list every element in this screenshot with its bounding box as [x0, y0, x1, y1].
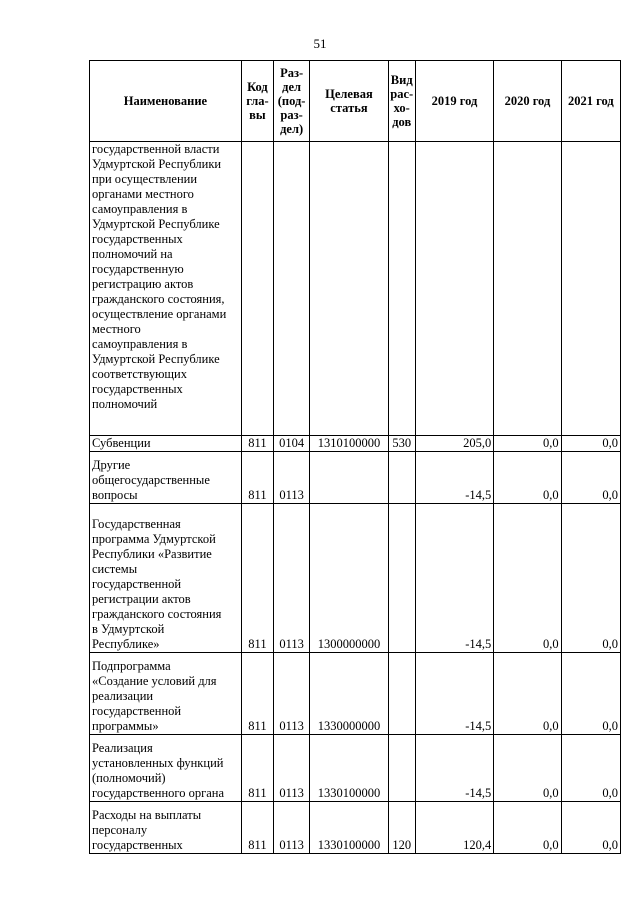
name-line: полномочий	[92, 397, 158, 411]
name-line: самоуправления в	[92, 202, 188, 216]
header-line: Вид	[390, 73, 413, 87]
name-line: государственной	[92, 577, 182, 591]
cell-code: 811	[241, 653, 273, 735]
cell-section	[274, 142, 310, 436]
name-line: при осуществлении	[92, 172, 198, 186]
cell-2021: 0,0	[561, 452, 620, 504]
name-line: осуществление органами	[92, 307, 227, 321]
cell-name	[90, 452, 242, 504]
cell-2020	[494, 142, 561, 436]
header-line: дов	[392, 115, 412, 129]
name-line: Другие	[92, 458, 131, 472]
header-target	[310, 61, 388, 142]
name-line: государственного органа	[92, 786, 225, 800]
header-line: рас-	[390, 87, 414, 101]
cell-section: 0113	[274, 802, 310, 854]
cell-code: 811	[241, 452, 273, 504]
cell-kind	[388, 735, 415, 802]
header-line: раз-	[280, 108, 303, 122]
cell-kind	[388, 142, 415, 436]
cell-name	[90, 436, 242, 452]
table-row	[90, 504, 621, 653]
table-row	[90, 735, 621, 802]
name-line: соответствующих	[92, 367, 187, 381]
cell-kind	[388, 452, 415, 504]
name-line: Расходы на выплаты	[92, 808, 202, 822]
header-line: Целевая	[325, 87, 373, 101]
name-line: государственной	[92, 704, 182, 718]
cell-section: 0113	[274, 653, 310, 735]
name-line: государственных	[92, 838, 183, 852]
name-line: Удмуртской Республике	[92, 217, 220, 231]
cell-code: 811	[241, 436, 273, 452]
cell-2019	[415, 142, 493, 436]
cell-kind	[388, 653, 415, 735]
cell-2019: -14,5	[415, 452, 493, 504]
cell-code	[241, 142, 273, 436]
name-line: в Удмуртской	[92, 622, 165, 636]
name-line: гражданского состояния	[92, 607, 222, 621]
cell-name	[90, 142, 242, 436]
name-line: Республике»	[92, 637, 160, 651]
cell-target: 1310100000	[310, 436, 388, 452]
cell-2021: 0,0	[561, 653, 620, 735]
header-name: Наименование	[90, 61, 242, 142]
header-line: (под-	[277, 94, 306, 108]
name-line: общегосударственные	[92, 473, 210, 487]
cell-2020: 0,0	[494, 452, 561, 504]
header-year-2019: 2019 год	[415, 61, 493, 142]
table-row	[90, 802, 621, 854]
cell-2021: 0,0	[561, 504, 620, 653]
name-line: программа Удмуртской	[92, 532, 216, 546]
cell-target	[310, 142, 388, 436]
cell-kind	[388, 504, 415, 653]
name-line: Подпрограмма	[92, 659, 171, 673]
cell-2021: 0,0	[561, 735, 620, 802]
cell-2021: 0,0	[561, 436, 620, 452]
header-line: дел)	[280, 122, 304, 136]
cell-2020: 0,0	[494, 504, 561, 653]
header-section	[274, 61, 310, 142]
table-row	[90, 142, 621, 436]
name-line: государственных	[92, 382, 183, 396]
cell-2019: -14,5	[415, 653, 493, 735]
name-line: вопросы	[92, 488, 138, 502]
header-line: вы	[249, 108, 266, 122]
cell-target: 1330000000	[310, 653, 388, 735]
name-line: программы»	[92, 719, 159, 733]
cell-2019: -14,5	[415, 504, 493, 653]
cell-2019: 205,0	[415, 436, 493, 452]
name-line: Государственная	[92, 517, 181, 531]
cell-2021: 0,0	[561, 802, 620, 854]
name-line: реализации	[92, 689, 154, 703]
name-line: системы	[92, 562, 138, 576]
name-line: установленных функций	[92, 756, 224, 770]
cell-target: 1300000000	[310, 504, 388, 653]
cell-2019: -14,5	[415, 735, 493, 802]
cell-name	[90, 802, 242, 854]
budget-table	[89, 60, 621, 854]
cell-code: 811	[241, 504, 273, 653]
header-kind	[388, 61, 415, 142]
cell-name	[90, 653, 242, 735]
cell-2020: 0,0	[494, 653, 561, 735]
name-line: самоуправления в	[92, 337, 188, 351]
cell-2021	[561, 142, 620, 436]
cell-name	[90, 735, 242, 802]
header-line: Раз-	[280, 66, 304, 80]
name-line: государственную	[92, 262, 184, 276]
name-line: государственных	[92, 232, 183, 246]
cell-section: 0113	[274, 504, 310, 653]
header-year-2020: 2020 год	[494, 61, 561, 142]
cell-section: 0104	[274, 436, 310, 452]
table-row	[90, 436, 621, 452]
name-line: Удмуртской Республики	[92, 157, 222, 171]
header-line: хо-	[393, 101, 410, 115]
name-line: Реализация	[92, 741, 153, 755]
name-line: Субвенции	[92, 436, 151, 450]
name-line: местного	[92, 322, 141, 336]
cell-name	[90, 504, 242, 653]
name-line: полномочий на	[92, 247, 173, 261]
name-line: Республики «Развитие	[92, 547, 212, 561]
table-row	[90, 452, 621, 504]
cell-target: 1330100000	[310, 735, 388, 802]
name-line: «Создание условий для	[92, 674, 217, 688]
name-line: (полномочий)	[92, 771, 166, 785]
table-header-row	[90, 61, 621, 142]
cell-code: 811	[241, 735, 273, 802]
header-line: Код	[247, 80, 268, 94]
header-line: гла-	[246, 94, 269, 108]
header-code	[241, 61, 273, 142]
header-line: статья	[330, 101, 368, 115]
name-line: регистрацию актов	[92, 277, 194, 291]
table-body	[90, 142, 621, 854]
name-line: гражданского состояния,	[92, 292, 225, 306]
table-row	[90, 653, 621, 735]
name-line: органами местного	[92, 187, 194, 201]
header-line: дел	[282, 80, 302, 94]
cell-2020: 0,0	[494, 436, 561, 452]
name-line: государственной власти	[92, 142, 220, 156]
cell-2020: 0,0	[494, 802, 561, 854]
cell-kind: 530	[388, 436, 415, 452]
name-line: персоналу	[92, 823, 148, 837]
cell-2020: 0,0	[494, 735, 561, 802]
cell-section: 0113	[274, 735, 310, 802]
cell-target: 1330100000	[310, 802, 388, 854]
cell-kind: 120	[388, 802, 415, 854]
page-number: 51	[313, 36, 327, 51]
header-year-2021: 2021 год	[561, 61, 620, 142]
name-line: Удмуртской Республике	[92, 352, 220, 366]
name-line: регистрации актов	[92, 592, 191, 606]
cell-code: 811	[241, 802, 273, 854]
cell-2019: 120,4	[415, 802, 493, 854]
cell-section: 0113	[274, 452, 310, 504]
cell-target	[310, 452, 388, 504]
